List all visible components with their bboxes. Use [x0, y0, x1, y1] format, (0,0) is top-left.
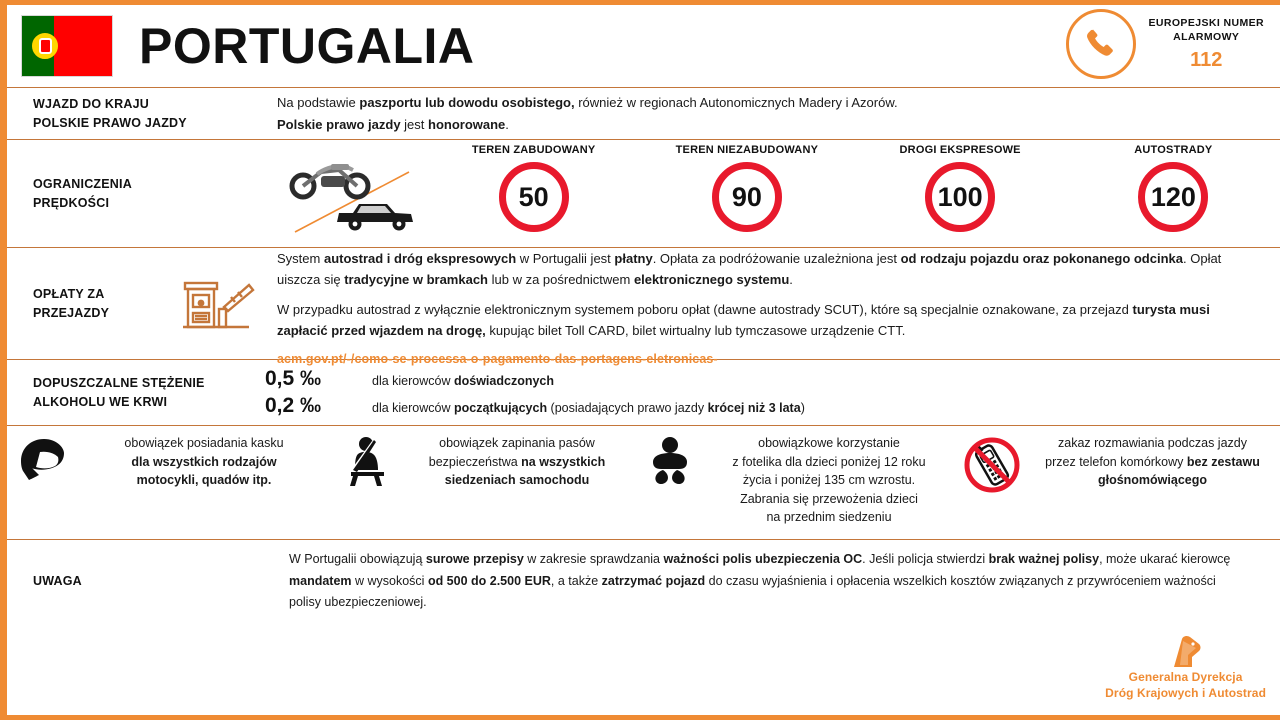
rule-helmet [7, 434, 331, 490]
seatbelt-line-1: obowiązek zapinania pasów [439, 436, 595, 450]
gddkia-eagle-icon [1166, 635, 1206, 669]
seatbelt-line-2: bezpieczeństwa [428, 454, 522, 469]
speed-caption: AUTOSTRADY [1134, 144, 1213, 156]
emergency-label: EUROPEJSKI NUMER ALARMOWY [1148, 16, 1264, 43]
row-safety-rules [7, 425, 1280, 539]
speed-signs-group [427, 140, 1280, 247]
phone-line-2: przez telefon komórkowy [1045, 454, 1187, 469]
row-notice [7, 539, 1280, 623]
motorcycle-glyph [292, 164, 368, 197]
alcohol-value: 0,2 ‰ [265, 394, 322, 417]
seatbelt-line-3: siedzeniach samochodu [444, 473, 590, 487]
rule-child-seat-caption [709, 434, 949, 527]
page-title: PORTUGALIA [139, 18, 475, 74]
footer-name-line1: Generalna Dyrekcja [1128, 669, 1243, 684]
child-line-4: Zabrania się przewożenia dzieci [740, 491, 918, 506]
notice-text: W Portugalii obowiązują surowe przepisy w zakresie sprawdzania ważności polis ubezpieczenia OC. Jeśli policja stwierdzi brak ważnej polisy, może ukarać kierowcę mandatem w wysokości od 500 do 2.500 EUR, a także zatrzymać pojazd do czasu wyjaśnienia i opłacenia wszelkich kosztów związanych z przywróceniem ważności polisy ubezpieczeniowej. [289, 552, 1231, 610]
safety-rules-group [7, 426, 1280, 527]
row-alcohol-limit [7, 359, 1280, 425]
helmet-line-1: obowiązek posiadania kasku [124, 436, 284, 450]
notice-body [289, 540, 1280, 623]
toll-label-line2: PRZEJAZDY [33, 305, 110, 320]
notice-label: UWAGA [33, 574, 82, 589]
speed-limit-sign: 90 [712, 162, 782, 232]
no-mobile-phone-icon [961, 434, 1023, 494]
toll-info-link[interactable]: acm.gov.pt/-/como-se-processa-o-pagamento-das-portagens-eletronicas- [277, 352, 718, 367]
alcohol-label [7, 360, 257, 425]
row-speed-limits [7, 139, 1280, 247]
child-line-1: obowiązkowe korzystanie [758, 436, 900, 450]
footer-org-name [1105, 669, 1266, 701]
entry-label-line1: WJAZD DO KRAJU [33, 96, 149, 111]
emergency-number: 112 [1190, 49, 1223, 72]
emergency-block [1066, 9, 1270, 79]
rule-no-phone [955, 434, 1280, 494]
toll-paragraph-1: System autostrad i dróg ekspresowych w Portugalii jest płatny. Opłata za podróżowanie uzależniona jest od rodzaju pojazdu oraz pokonanego odcinka. Opłat uiszcza się tradycyjne w bramkach lub w za pośrednictwem elektronicznego systemu. [277, 251, 1222, 288]
emergency-text [1148, 16, 1270, 72]
speed-cell-built-up [427, 144, 640, 232]
rule-seatbelt-caption [407, 434, 627, 490]
helmet-icon [13, 434, 75, 486]
row-entry-requirements [7, 87, 1280, 139]
speed-label-line1: OGRANICZENIA [33, 176, 132, 191]
flag-emblem [32, 33, 58, 59]
toll-label-line1: OPŁATY ZA [33, 286, 105, 301]
child-line-2: z fotelika dla dzieci poniżej 12 roku [732, 454, 926, 469]
phone-line-3: głośnomówiącego [1097, 473, 1208, 487]
row-tolls [7, 247, 1280, 367]
toll-label [7, 248, 157, 359]
entry-text-line1: Na podstawie paszportu lub dowodu osobistego, również w regionach Autonomicznych Madery i Azorów. [277, 95, 898, 111]
rule-no-phone-caption [1031, 434, 1274, 490]
portugal-flag-icon [21, 15, 113, 77]
page-header [7, 5, 1280, 87]
rule-seatbelt [331, 434, 633, 490]
speed-limit-sign: 50 [499, 162, 569, 232]
entry-label [7, 88, 277, 139]
alcohol-value: 0,5 ‰ [265, 367, 322, 390]
speed-label-line2: PRĘDKOŚCI [33, 195, 110, 210]
seatbelt-icon [337, 434, 399, 488]
footer-logo [1105, 635, 1266, 701]
helmet-line-3: motocykli, quadów itp. [136, 473, 272, 487]
alcohol-label-line1: DOPUSZCZALNE STĘŻENIE [33, 375, 205, 390]
alcohol-row-experienced [257, 367, 1280, 391]
child-line-3: życia i poniżej 135 cm wzrostu. [742, 473, 916, 487]
entry-body [277, 88, 1280, 139]
entry-label-line2: POLSKIE PRAWO JAZDY [33, 115, 187, 130]
alcohol-body [257, 360, 1280, 425]
speed-cell-motorway [1067, 144, 1280, 232]
flag-red-band [54, 16, 112, 76]
speed-limit-sign: 120 [1138, 162, 1208, 232]
toll-paragraph-2: W przypadku autostrad z wyłącznie elektronicznym systemem poboru opłat (dawne autostrady SCUT), które są specjalnie oznakowane, za przejazd turysta musi zapłacić przed wjazdem na drogę, kupując bilet Toll CARD, bilet wirtualny lub tymczasowe urządzenie CTT. [277, 302, 1210, 339]
car-glyph [337, 204, 413, 231]
helmet-line-2: dla wszystkich rodzajów [131, 454, 277, 469]
alcohol-description: dla kierowców doświadczonych [372, 374, 555, 388]
speed-caption: TEREN ZABUDOWANY [471, 144, 596, 156]
footer-name-line2: Dróg Krajowych i Autostrad [1105, 685, 1266, 700]
speed-cell-expressway [854, 144, 1067, 232]
toll-booth-icon [157, 248, 277, 359]
phone-line-2b: bez zestawu [1186, 454, 1260, 469]
child-line-5: na przednim siedzeniu [766, 510, 892, 524]
toll-text [277, 248, 1280, 367]
rule-helmet-caption [83, 434, 325, 490]
alcohol-label-line2: ALKOHOLU WE KRWI [33, 394, 168, 409]
entry-text-line2: Polskie prawo jazdy jest honorowane. [277, 116, 509, 132]
speed-limit-sign: 100 [925, 162, 995, 232]
speed-caption: DROGI EKSPRESOWE [899, 144, 1021, 156]
child-seat-icon [639, 434, 701, 488]
speed-cell-non-built-up [640, 144, 853, 232]
vehicles-illustration [277, 140, 427, 247]
rule-child-seat [633, 434, 955, 527]
alcohol-row-novice [257, 394, 1280, 418]
phone-icon [1066, 9, 1136, 79]
entry-text [277, 92, 898, 134]
speed-label [7, 140, 277, 247]
phone-line-1: zakaz rozmawiania podczas jazdy [1058, 436, 1247, 450]
seatbelt-line-2b: na wszystkich [521, 454, 606, 469]
alcohol-description: dla kierowców początkujących (posiadających prawo jazdy krócej niż 3 lata) [372, 401, 805, 415]
speed-caption: TEREN NIEZABUDOWANY [675, 144, 819, 156]
